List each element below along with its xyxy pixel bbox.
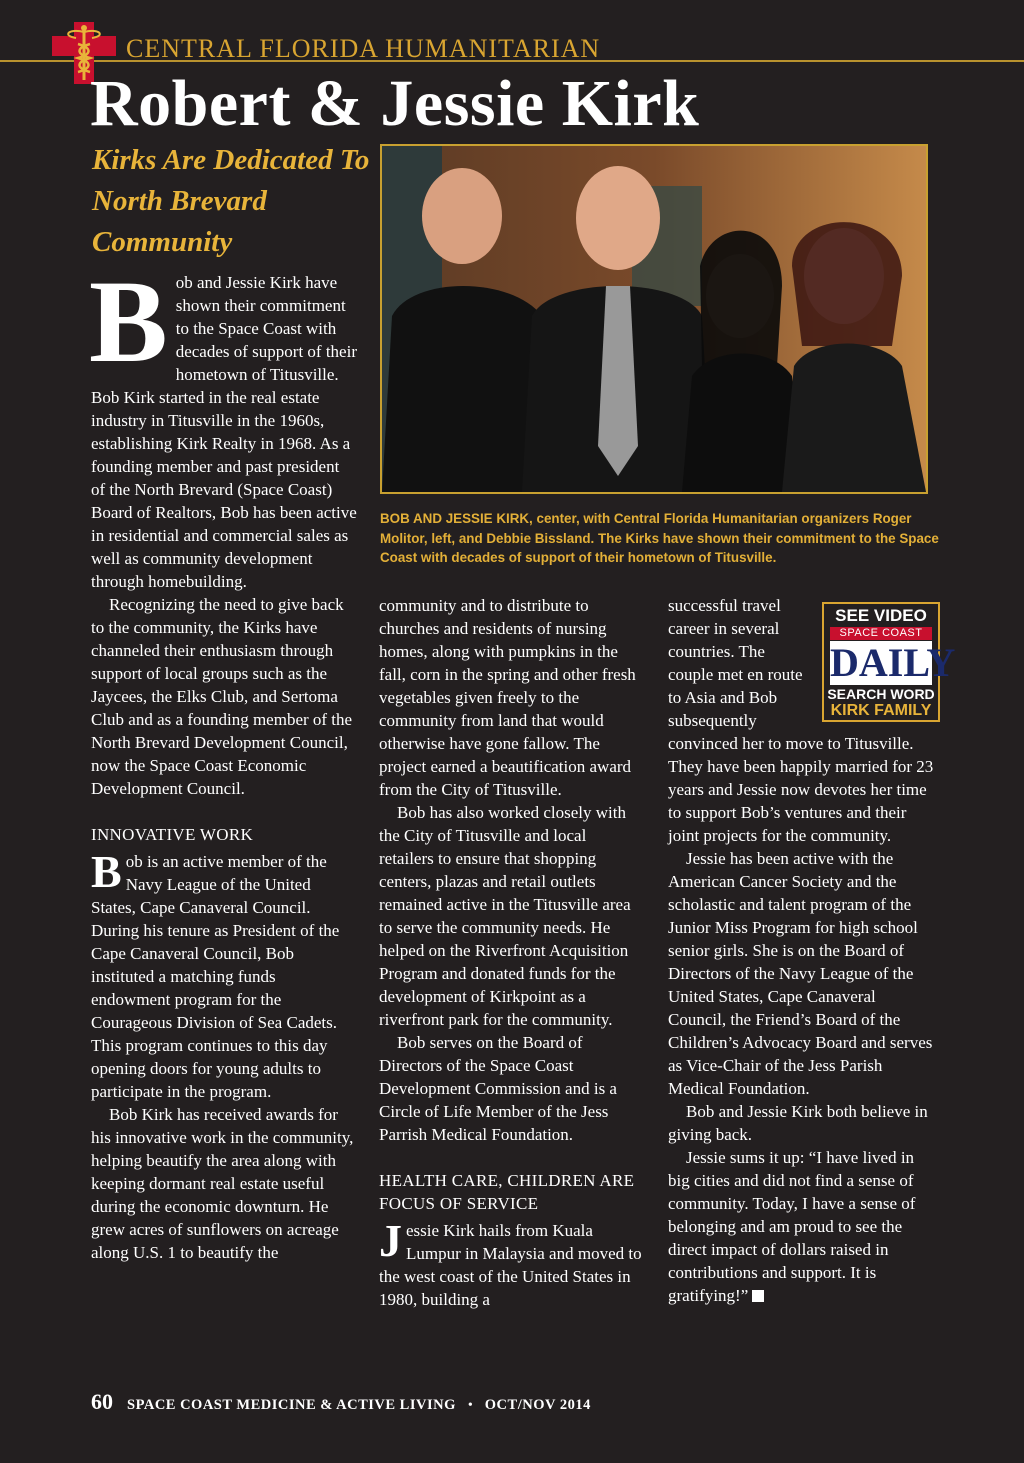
paragraph: Bob Kirk has received awards for his innovative work in the community, helping beautify the area along with keeping dormant real estate useful during the economic downturn. He grew acres of sunflowers on acreage along U.S. 1 to beautify the [91, 1105, 354, 1262]
paragraph: Bob serves on the Board of Directors of the Space Coast Development Commission and is a Circle of Life Member of the Jess Parrish Medical Foundation. [379, 1033, 617, 1144]
end-mark-icon [752, 1290, 764, 1302]
paragraph [668, 1146, 936, 1307]
badge-see-video: SEE VIDEO [835, 606, 927, 625]
footer-separator: • [467, 1398, 473, 1413]
badge-kirk-family: KIRK FAMILY [830, 702, 932, 719]
section-heading: INNOVATIVE WORK [91, 825, 254, 844]
paragraph: community and to distribute to churches and residents of nursing homes, along with pumpkins in the fall, corn in the spring and other fresh vegetables given freely to the community from land that would otherwise have gone fallow. The project earned a beautification award from the City of Titusville. [379, 596, 636, 799]
page-footer [91, 1389, 591, 1415]
paragraph-text: essie Kirk hails from Kuala Lumpur in Malaysia and moved to the west coast of the United States in 1980, building a [379, 1221, 642, 1309]
drop-cap: B [91, 846, 122, 897]
paragraph: Jessie has been active with the American Cancer Society and the scholastic and talent program of the Junior Miss Program for high school senior girls. She is on the Board of Directors of the Navy League of the United States, Cape Canaveral Council, the Friend’s Board of the Children’s Advocacy Board and serves as Vice-Chair of the Jess Parish Medical Foundation. [668, 849, 933, 1098]
badge-search-word: SEARCH WORD [827, 686, 935, 702]
issue-date: OCT/NOV 2014 [484, 1397, 591, 1413]
paragraph: Bob has also worked closely with the City of Titusville and local retailers to ensure that shopping centers, plazas and retail outlets remained active in the Titusville area to serve the community needs. He helped on the Riverfront Acquisition Program and donated funds for the development of Kirkpoint as a riverfront park for the community. [379, 803, 631, 1029]
headline: Robert & Jessie Kirk [90, 67, 700, 140]
caption-text: center, with Central Florida Humanitarian organizers Roger Molitor, left, and Debbie Bissland. The Kirks have shown their commitment to the Space Coast with decades of support of their hometown of Titusville. [380, 511, 939, 566]
photo-caption [380, 509, 940, 568]
badge-space-coast: SPACE COAST [830, 627, 932, 640]
subhead: Kirks Are Dedicated To North Brevard Community [92, 144, 370, 258]
paragraph: Bob and Jessie Kirk both believe in giving back. [668, 1102, 928, 1144]
paragraph [89, 256, 357, 593]
drop-cap: B [89, 256, 168, 387]
article-photo [380, 144, 928, 494]
article-column-1 [89, 256, 357, 1264]
article-column-3 [668, 594, 956, 1307]
paragraph-text: ob is an active member of the Navy League of the United States, Cape Canaveral Council. During his tenure as President of the Cape Canaveral Council, Bob instituted a matching funds endowment program for the Courageous Division of Sea Cadets. This program continues to this day opening doors for young adults to participate in the program. [91, 852, 340, 1101]
see-video-badge[interactable] [822, 602, 956, 722]
paragraph: Recognizing the need to give back to the community, the Kirks have channeled their enthusiasm through support of local groups such as the Jaycees, the Elks Club, and Sertoma Club and as a founding member of the North Brevard Development Council, now the Space Coast Economic Development Council. [91, 595, 353, 798]
page-number: 60 [91, 1389, 113, 1414]
badge-daily-logo: DAILY [830, 640, 956, 685]
paragraph: successful travel career in several countries. The couple met en route to Asia and Bob subsequently convinced her to move to Titusville. They have been happily married for 23 years and Jessie now devotes her time to support Bob’s ventures and their joint projects for the community. [668, 596, 934, 845]
section-label: CENTRAL FLORIDA HUMANITARIAN [126, 34, 601, 63]
paragraph-text: ob and Jessie Kirk have shown their commitment to the Space Coast with decades of support of their hometown of Titusville. Bob Kirk started in the real estate industry in Titusville in the 1960s, establishing Kirk Realty in 1968. As a founding member and past president of the North Brevard (Space Coast) Board of Realtors, Bob has been active in residential and commercial sales as well as community development through homebuilding. [91, 273, 357, 591]
drop-cap: J [379, 1215, 402, 1266]
paragraph [91, 846, 357, 1103]
section-heading: HEALTH CARE, CHILDREN ARE FOCUS OF SERVICE [379, 1171, 635, 1213]
article-column-2 [379, 594, 645, 1311]
paragraph-text: Jessie sums it up: “I have lived in big cities and did not find a sense of community. Today, I have a sense of belonging and am proud to see the direct impact of dollars raised in contributions and support. It is gratifying!” [668, 1148, 916, 1305]
publication-name: SPACE COAST MEDICINE & ACTIVE LIVING [127, 1397, 456, 1413]
caption-lead: BOB AND JESSIE KIRK, [380, 511, 533, 526]
paragraph [379, 1215, 645, 1311]
